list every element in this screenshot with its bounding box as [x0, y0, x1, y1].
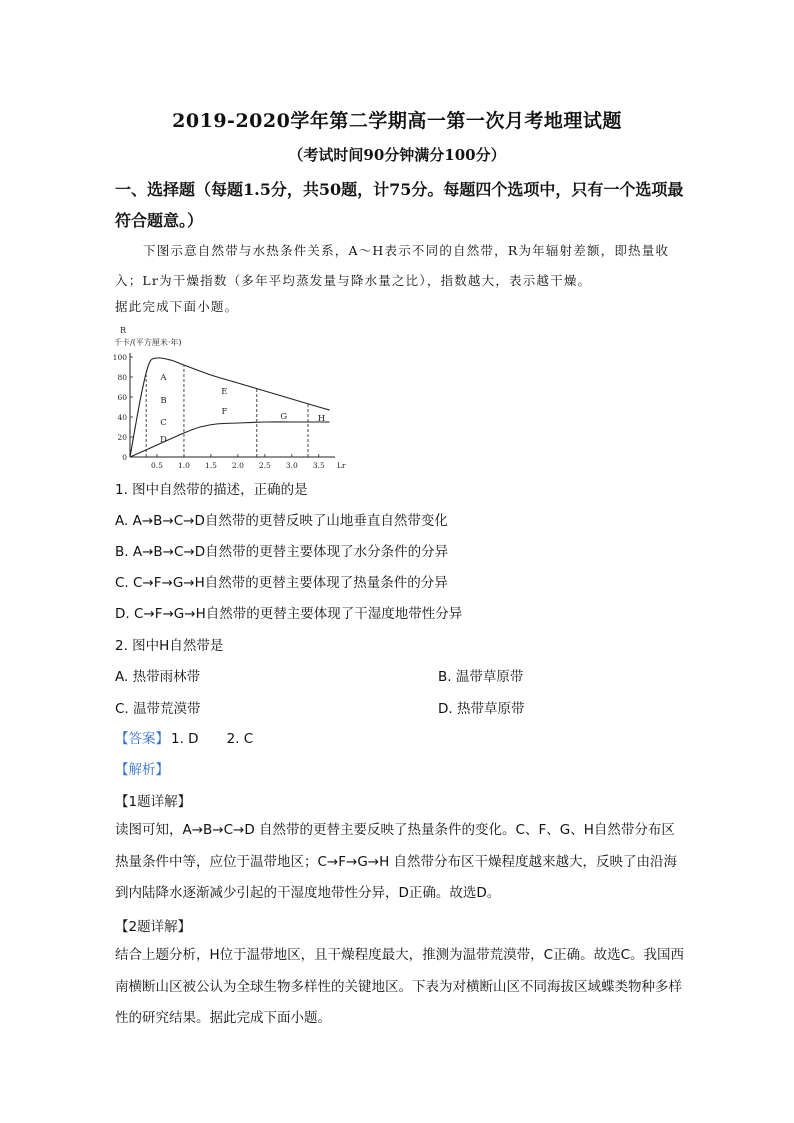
zone-label: D [160, 435, 167, 445]
y-tick-label: 60 [117, 393, 127, 402]
answer-tag: 【答案】 [115, 731, 169, 747]
zone-label: B [160, 396, 167, 406]
detail-1-heading: 【1题详解】 [115, 794, 192, 810]
y-tick-label: 20 [117, 433, 127, 442]
exam-subtitle: （考试时间90分钟满分100分） [288, 146, 506, 164]
zone-label: H [317, 414, 326, 424]
zone-label: E [221, 387, 228, 397]
answer-2: 2. C [226, 731, 254, 747]
x-axis-label: Lr [337, 461, 346, 470]
x-tick-label: 1.0 [177, 461, 190, 470]
question-2-option-c[interactable]: C. 温带荒漠带 [115, 701, 201, 717]
question-1-stem: 1. 图中自然带的描述，正确的是 [115, 482, 308, 498]
y-tick-label: 100 [112, 353, 127, 362]
intro-paragraph: 下图示意自然带与水热条件关系，A～H表示不同的自然带，R为年辐射差额，即热量收入；Lr为干燥指数（多年平均蒸发量与降水量之比），指数越大，表示越干燥。 [115, 243, 670, 288]
y-axis-unit: 千卡/(平方厘米·年) [114, 338, 182, 347]
question-2-stem: 2. 图中H自然带是 [115, 638, 224, 654]
y-axis-symbol: R [120, 326, 127, 335]
x-tick-label: 3.0 [285, 461, 298, 470]
question-2-option-d[interactable]: D. 热带草原带 [438, 701, 525, 717]
question-1-option-a[interactable]: A. A→B→C→D自然带的更替反映了山地垂直自然带变化 [115, 513, 448, 529]
x-tick-label: 2.0 [231, 461, 244, 470]
analysis-tag: 【解析】 [115, 762, 169, 778]
zone-label: C [160, 418, 167, 428]
detail-1-text: 读图可知，A→B→C→D 自然带的更替主要反映了热量条件的变化。C、F、G、H自然带分布区热量条件中等，应位于温带地区；C→F→G→H 自然带分布区干燥程度越来越大，反映了由沿海到内陆降水逐渐减少引起的干湿度地带性分异，D正确。故选D。 [115, 822, 678, 901]
zone-label: F [221, 407, 228, 417]
question-2-option-a[interactable]: A. 热带雨林带 [115, 669, 201, 685]
zone-label: A [160, 373, 167, 383]
detail-2-heading: 【2题详解】 [115, 919, 192, 935]
x-tick-label: 3.5 [312, 461, 325, 470]
question-2-option-b[interactable]: B. 温带草原带 [438, 669, 524, 685]
y-tick-label: 80 [117, 373, 127, 382]
section-heading: 一、选择题（每题1.5分，共50题，计75分。每题四个选项中，只有一个选项最符合题意。） [115, 180, 684, 230]
x-tick-label: 0.5 [151, 461, 163, 470]
x-tick-label: 1.5 [204, 461, 217, 470]
x-tick-label: 2.5 [258, 461, 271, 470]
detail-2-text: 结合上题分析，H位于温带地区，且干燥程度最大，推测为温带荒漠带，C正确。故选C。我国西南横断山区被公认为全球生物多样性的关键地区。下表为对横断山区不同海拔区域蝶类物种多样性的研究结果。据此完成下面小题。 [115, 947, 685, 1026]
page-title: 2019-2020学年第二学期高一第一次月考地理试题 [172, 110, 622, 132]
y-tick-label: 40 [117, 413, 127, 422]
y-tick-label: 0 [122, 453, 127, 462]
question-1-option-c[interactable]: C. C→F→G→H自然带的更替主要体现了热量条件的分异 [115, 575, 448, 591]
zone-label: G [280, 412, 288, 422]
question-1-option-b[interactable]: B. A→B→C→D自然带的更替主要体现了水分条件的分异 [115, 544, 449, 560]
natural-zone-chart [112, 324, 347, 472]
answer-line [115, 727, 685, 747]
prompt-text: 据此完成下面小题。 [115, 299, 239, 314]
answer-1: 1. D [171, 731, 199, 747]
question-1-option-d[interactable]: D. C→F→G→H自然带的更替主要体现了干湿度地带性分异 [115, 606, 463, 622]
